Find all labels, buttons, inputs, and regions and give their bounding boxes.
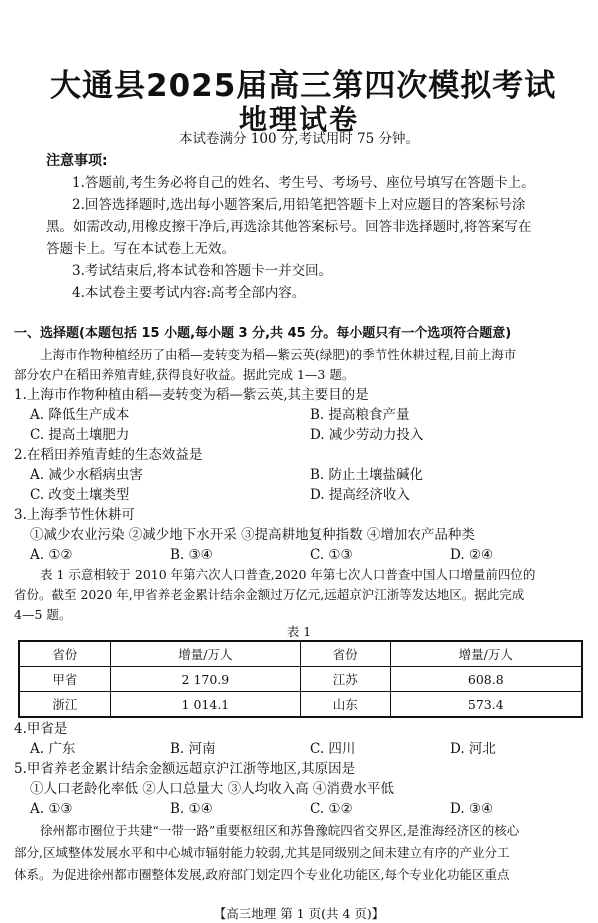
table-row: [19, 692, 582, 718]
option-d: D. 提高经济收入: [310, 487, 410, 503]
table-header: 增量/万人: [110, 641, 300, 667]
passage-line: 4—5 题。: [14, 607, 72, 622]
notice-line: 2.回答选择题时,选出每小题答案后,用铅笔把答题卡上对应题目的答案标号涂: [72, 197, 526, 213]
option-d: D. 河北: [450, 741, 496, 757]
table-row: [19, 667, 582, 692]
notice-line: 黑。如需改动,用橡皮擦干净后,再选涂其他答案标号。回答非选择题时,将答案写在: [46, 219, 532, 235]
option-c: C. 四川: [310, 741, 356, 757]
passage-line: 省份。截至 2020 年,甲省养老金累计结余金额过万亿元,远超京沪江浙等发达地区。据此完成: [14, 587, 525, 602]
exam-subtitle: 地理试卷: [238, 103, 359, 136]
option-b: B. ①④: [170, 801, 213, 817]
passage-line: 部分,区域整体发展水平和中心城市辐射能力较弱,尤其是同级别之间未建立有序的产业分工: [14, 845, 510, 860]
table-cell: 甲省: [19, 667, 110, 692]
notice-line: 1.答题前,考生务必将自己的姓名、考生号、考场号、座位号填写在答题卡上。: [72, 175, 535, 191]
option-a: A. ①③: [30, 801, 73, 817]
data-table: [18, 640, 583, 718]
page-footer: 【高三地理 第 1 页(共 4 页)】: [213, 906, 385, 921]
passage-line: 表 1 示意相较于 2010 年第六次人口普查,2020 年第七次人口普查中国人口增量前四位的: [40, 567, 536, 582]
notice-title: 注意事项:: [46, 153, 108, 169]
table-caption: 表 1: [286, 624, 312, 639]
table-header: 省份: [19, 641, 110, 667]
exam-title: 大通县2025届高三第四次模拟考试: [50, 68, 557, 104]
passage-line: 上海市作物种植经历了由稻—麦转变为稻—紫云英(绿肥)的季节性休耕过程,目前上海市: [40, 347, 517, 362]
option-d: D. ②④: [450, 547, 494, 563]
question-stem: 2.在稻田养殖青蛙的生态效益是: [14, 447, 203, 463]
table-cell: 2 170.9: [110, 667, 300, 692]
passage-line: 徐州都市圈位于共建“一带一路”重要枢纽区和苏鲁豫皖四省交界区,是淮海经济区的核心: [40, 823, 520, 838]
question-items: ①减少农业污染 ②减少地下水开采 ③提高耕地复种指数 ④增加农产品种类: [30, 527, 475, 543]
option-c: C. ①②: [310, 801, 353, 817]
table-cell: 1 014.1: [110, 692, 300, 718]
option-d: D. 减少劳动力投入: [310, 427, 424, 443]
option-b: B. 提高粮食产量: [310, 407, 410, 423]
section-heading: 一、选择题(本题包括 15 小题,每小题 3 分,共 45 分。每小题只有一个选项符合题意): [14, 326, 512, 341]
table-cell: 608.8: [390, 667, 582, 692]
question-stem: 4.甲省是: [14, 721, 68, 737]
question-stem: 5.甲省养老金累计结余金额远超京沪江浙等地区,其原因是: [14, 761, 356, 777]
question-items: ①人口老龄化率低 ②人口总量大 ③人均收入高 ④消费水平低: [30, 781, 394, 797]
option-a: A. 减少水稻病虫害: [30, 467, 143, 483]
option-b: B. 防止土壤盐碱化: [310, 467, 424, 483]
option-d: D. ③④: [450, 801, 494, 817]
table-cell: 江苏: [300, 667, 390, 692]
table-cell: 573.4: [390, 692, 582, 718]
option-b: B. 河南: [170, 741, 216, 757]
question-stem: 1.上海市作物种植由稻—麦转变为稻—紫云英,其主要目的是: [14, 387, 369, 403]
table-header: 增量/万人: [390, 641, 582, 667]
passage-line: 体系。为促进徐州都市圈整体发展,政府部门划定四个专业化功能区,每个专业化功能区重点: [14, 867, 510, 882]
table-cell: 浙江: [19, 692, 110, 718]
question-stem: 3.上海季节性休耕可: [14, 507, 135, 523]
notice-line: 3.考试结束后,将本试卷和答题卡一并交回。: [72, 263, 333, 279]
option-a: A. 广东: [30, 741, 76, 757]
option-c: C. 改变土壤类型: [30, 487, 130, 503]
passage-line: 部分农户在稻田养殖青蛙,获得良好收益。据此完成 1—3 题。: [14, 367, 355, 382]
table-cell: 山东: [300, 692, 390, 718]
notice-line: 4.本试卷主要考试内容:高考全部内容。: [72, 285, 306, 301]
table-header: 省份: [300, 641, 390, 667]
option-b: B. ③④: [170, 547, 213, 563]
table-header-row: [19, 641, 582, 667]
option-c: C. 提高土壤肥力: [30, 427, 130, 443]
option-a: A. 降低生产成本: [30, 407, 130, 423]
notice-line: 答题卡上。写在本试卷上无效。: [46, 241, 235, 257]
exam-info: 本试卷满分 100 分,考试用时 75 分钟。: [179, 131, 419, 147]
option-c: C. ①③: [310, 547, 353, 563]
option-a: A. ①②: [30, 547, 73, 563]
